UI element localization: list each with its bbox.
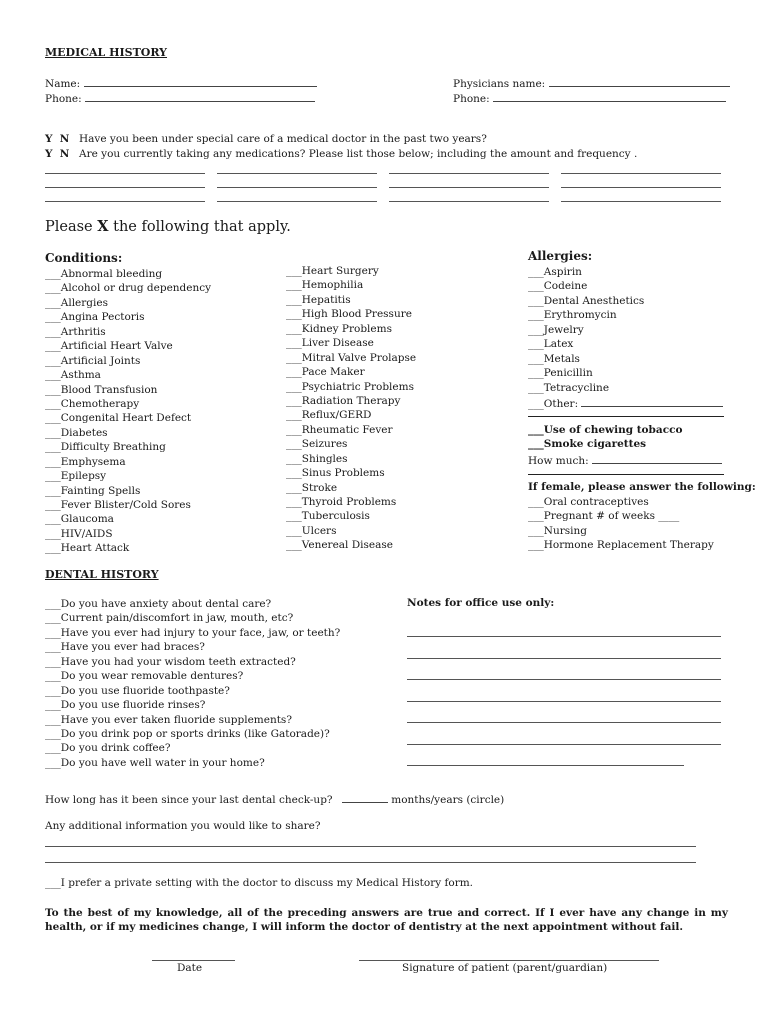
- apply-instruction: [45, 218, 291, 235]
- name-field[interactable]: [45, 76, 317, 90]
- dental-question[interactable]: ___Current pain/discomfort in jaw, mouth, etc?: [45, 612, 294, 625]
- dental-question[interactable]: ___Do you have anxiety about dental care?: [45, 598, 272, 610]
- condition-option[interactable]: ___Diabetes: [45, 426, 108, 439]
- female-option[interactable]: ___Pregnant # of weeks ____: [528, 510, 680, 523]
- additional-info-line[interactable]: [45, 846, 696, 847]
- dental-question[interactable]: ___Do you wear removable dentures?: [45, 670, 244, 683]
- conditions-column-2: [286, 264, 416, 553]
- phone-field[interactable]: [45, 91, 315, 105]
- yn-toggle[interactable]: Y N: [45, 133, 70, 145]
- condition-option[interactable]: ___Rheumatic Fever: [286, 423, 393, 436]
- dental-question[interactable]: ___Do you drink pop or sports drinks (like Gatorade)?: [45, 727, 330, 740]
- medication-line[interactable]: [217, 187, 377, 188]
- allergies-heading: Allergies:: [528, 249, 593, 263]
- notes-line: [407, 765, 684, 766]
- dental-question[interactable]: ___Do you drink coffee?: [45, 742, 171, 755]
- condition-option[interactable]: ___Artificial Joints: [45, 354, 141, 367]
- question-medications[interactable]: [45, 148, 637, 160]
- dental-question[interactable]: ___Have you ever taken fluoride supplements?: [45, 713, 292, 726]
- dental-question[interactable]: ___Have you had your wisdom teeth extracted?: [45, 655, 296, 668]
- phone-label: Phone:: [45, 93, 82, 105]
- instruction-x: X: [97, 218, 109, 235]
- checkup-question[interactable]: [45, 792, 504, 806]
- condition-option[interactable]: ___Reflux/GERD: [286, 409, 372, 422]
- condition-option[interactable]: ___Sinus Problems: [286, 467, 385, 480]
- how-much-field[interactable]: [528, 453, 722, 467]
- dental-history-heading: DENTAL HISTORY: [45, 568, 159, 581]
- condition-option[interactable]: ___Fainting Spells: [45, 484, 141, 497]
- allergy-option[interactable]: ___Metals: [528, 352, 580, 365]
- condition-option[interactable]: ___Heart Attack: [45, 542, 130, 555]
- condition-option[interactable]: ___Emphysema: [45, 455, 126, 468]
- smoke-cigarettes-option[interactable]: ___Smoke cigarettes: [528, 438, 647, 450]
- checkup-unit: months/years (circle): [391, 794, 505, 806]
- condition-option[interactable]: ___HIV/AIDS: [45, 527, 113, 540]
- additional-info-label: Any additional information you would like to share?: [45, 820, 321, 832]
- physician-phone-label: Phone:: [453, 93, 490, 105]
- phone-input[interactable]: [85, 91, 315, 102]
- office-notes-heading: Notes for office use only:: [407, 597, 555, 609]
- allergy-other-input[interactable]: [581, 396, 723, 407]
- medication-line[interactable]: [561, 201, 721, 202]
- condition-option[interactable]: ___Chemotherapy: [45, 397, 140, 410]
- allergy-other[interactable]: [528, 396, 723, 410]
- notes-line: [407, 722, 721, 723]
- condition-option[interactable]: ___Fever Blister/Cold Sores: [45, 499, 191, 511]
- page-title: MEDICAL HISTORY: [45, 46, 168, 59]
- physician-label: Physicians name:: [453, 78, 546, 90]
- condition-option[interactable]: ___Congenital Heart Defect: [45, 412, 192, 425]
- dental-question[interactable]: ___Have you ever had injury to your face, jaw, or teeth?: [45, 626, 341, 639]
- allergy-option[interactable]: ___Tetracycline: [528, 381, 610, 394]
- dental-question[interactable]: ___Do you have well water in your home?: [45, 756, 265, 769]
- condition-option[interactable]: ___Alcohol or drug dependency: [45, 282, 212, 295]
- condition-option[interactable]: ___Abnormal bleeding: [45, 268, 163, 280]
- condition-option[interactable]: ___Allergies: [45, 296, 108, 309]
- allergy-option[interactable]: ___Aspirin: [528, 266, 582, 278]
- female-option[interactable]: ___Hormone Replacement Therapy: [528, 539, 714, 552]
- notes-line: [407, 636, 721, 637]
- condition-option[interactable]: ___Liver Disease: [286, 337, 374, 350]
- notes-line: [407, 744, 721, 745]
- medication-line[interactable]: [45, 201, 205, 202]
- medication-line[interactable]: [45, 173, 205, 174]
- condition-option[interactable]: ___Hemophilia: [286, 279, 364, 292]
- allergy-option[interactable]: ___Dental Anesthetics: [528, 294, 645, 307]
- question-special-care[interactable]: [45, 133, 487, 145]
- dental-question[interactable]: ___Do you use fluoride toothpaste?: [45, 684, 230, 697]
- question-text: Have you been under special care of a medical doctor in the past two years?: [79, 133, 487, 145]
- physician-phone-field[interactable]: [453, 91, 726, 105]
- condition-option[interactable]: ___Mitral Valve Prolapse: [286, 351, 417, 364]
- allergies-column: [528, 265, 644, 395]
- condition-option[interactable]: ___Angina Pectoris: [45, 311, 145, 324]
- name-label: Name:: [45, 78, 81, 90]
- notes-line: [407, 658, 721, 659]
- checkup-text: How long has it been since your last dental check-up?: [45, 794, 333, 806]
- conditions-column-1: [45, 267, 211, 556]
- dental-question[interactable]: ___Have you ever had braces?: [45, 641, 205, 654]
- dental-column: [45, 597, 340, 770]
- condition-option[interactable]: ___Blood Transfusion: [45, 383, 158, 396]
- allergy-option[interactable]: ___Jewelry: [528, 323, 584, 336]
- divider: [528, 474, 724, 475]
- condition-option[interactable]: ___Venereal Disease: [286, 539, 393, 552]
- medication-line[interactable]: [561, 187, 721, 188]
- physician-phone-input[interactable]: [493, 91, 726, 102]
- conditions-heading: Conditions:: [45, 251, 123, 265]
- how-much-input[interactable]: [592, 453, 722, 464]
- signature-line[interactable]: [359, 960, 659, 961]
- condition-option[interactable]: ___Pace Maker: [286, 366, 365, 379]
- date-label: Date: [177, 962, 203, 974]
- notes-line: [407, 701, 721, 702]
- medication-line[interactable]: [217, 173, 377, 174]
- signature-label: Signature of patient (parent/guardian): [402, 962, 608, 974]
- condition-option[interactable]: ___Epilepsy: [45, 470, 107, 483]
- female-heading: If female, please answer the following:: [528, 481, 756, 493]
- allergy-option[interactable]: ___Latex: [528, 338, 574, 351]
- yn-toggle[interactable]: Y N: [45, 148, 70, 160]
- instruction-post: the following that apply.: [108, 219, 291, 235]
- condition-option[interactable]: ___Stroke: [286, 481, 338, 494]
- female-option[interactable]: ___Nursing: [528, 524, 587, 537]
- condition-option[interactable]: ___Asthma: [45, 369, 101, 382]
- condition-option[interactable]: ___Seizures: [286, 438, 348, 451]
- physician-field[interactable]: [453, 76, 730, 90]
- notes-line: [407, 679, 721, 680]
- dental-question[interactable]: ___Do you use fluoride rinses?: [45, 699, 206, 712]
- consent-statement: To the best of my knowledge, all of the preceding answers are true and correct. If I ever have any change in my health, or if my medicines change, I will inform the doctor of dentistry at the next appointment without fail.: [45, 907, 728, 933]
- condition-option[interactable]: ___Arthritis: [45, 325, 106, 338]
- allergy-other-label: ___Other:: [528, 398, 579, 410]
- condition-option[interactable]: ___Heart Surgery: [286, 265, 379, 277]
- condition-option[interactable]: ___Tuberculosis: [286, 510, 370, 523]
- date-line[interactable]: [152, 960, 235, 961]
- condition-option[interactable]: ___Radiation Therapy: [286, 394, 401, 407]
- medication-line[interactable]: [45, 187, 205, 188]
- instruction-pre: Please: [45, 219, 98, 235]
- condition-option[interactable]: ___Artificial Heart Valve: [45, 340, 173, 353]
- how-much-label: How much:: [528, 455, 589, 467]
- name-input[interactable]: [84, 76, 317, 87]
- allergy-option[interactable]: ___Codeine: [528, 280, 588, 293]
- condition-option[interactable]: ___Ulcers: [286, 524, 337, 537]
- medication-line[interactable]: [217, 201, 377, 202]
- condition-option[interactable]: ___Difficulty Breathing: [45, 441, 166, 454]
- chewing-tobacco-option[interactable]: ___Use of chewing tobacco: [528, 424, 683, 436]
- condition-option[interactable]: ___Glaucoma: [45, 513, 114, 526]
- allergy-option[interactable]: ___Erythromycin: [528, 309, 617, 322]
- condition-option[interactable]: ___Psychiatric Problems: [286, 380, 414, 393]
- condition-option[interactable]: ___High Blood Pressure: [286, 308, 412, 321]
- medication-line[interactable]: [389, 187, 549, 188]
- medication-line[interactable]: [389, 173, 549, 174]
- allergy-option[interactable]: ___Penicillin: [528, 367, 593, 380]
- condition-option[interactable]: ___Hepatitis: [286, 293, 351, 306]
- checkup-input[interactable]: [342, 792, 388, 803]
- condition-option[interactable]: ___Shingles: [286, 452, 348, 465]
- question-text: Are you currently taking any medications? Please list those below; including the amount and frequency .: [79, 148, 638, 160]
- medication-line[interactable]: [389, 201, 549, 202]
- condition-option[interactable]: ___Kidney Problems: [286, 322, 392, 335]
- additional-info-line[interactable]: [45, 862, 696, 863]
- divider: [528, 416, 724, 417]
- condition-option[interactable]: ___Thyroid Problems: [286, 496, 397, 508]
- private-setting-option[interactable]: ___I prefer a private setting with the doctor to discuss my Medical History form.: [45, 877, 474, 889]
- female-column: [528, 495, 714, 553]
- physician-input[interactable]: [549, 76, 730, 87]
- medication-line[interactable]: [561, 173, 721, 174]
- female-option[interactable]: ___Oral contraceptives: [528, 496, 649, 508]
